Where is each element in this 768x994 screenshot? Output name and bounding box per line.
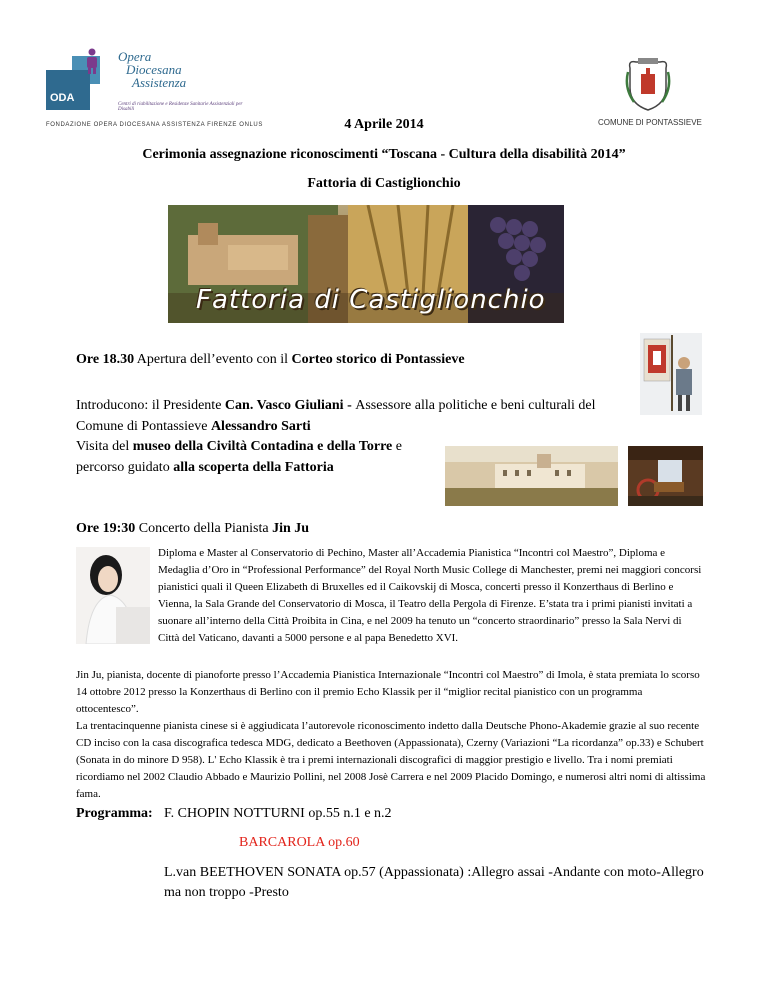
award-paragraph: Jin Ju, pianista, docente di pianoforte presso l’Accademia Pianistica Internazionale “Incontri col Maestro” di Imola, è stata premiata lo scorso 14 ottobre 2012 presso la Konzerthaus di Berlino con il premio Echo Klassik per il “miglior recital pianistico con un programma ottocentesco”. [76,669,700,715]
oda-name-line: Diocesana [126,62,182,77]
intro-president: Can. Vasco Giuliani - [224,398,356,413]
pianist-award [76,667,706,803]
visit-text: e percorso guidato [76,439,402,475]
oda-abbr: ODA [50,92,75,104]
museum-photo [628,446,703,506]
oda-name-line: Opera [118,49,152,64]
concert-text: Concerto della Pianista [135,521,273,536]
program-item: F. CHOPIN NOTTURNI op.55 n.1 e n.2 [164,806,392,821]
comune-label: COMUNE DI PONTASSIEVE [598,118,702,127]
oda-subtitle: Centri di riabilitazione e Residenze Sanitarie Assistenziali per Disabili [118,102,243,112]
program-label: Programma: [76,806,153,821]
program-item-highlight: BARCAROLA op.60 [239,835,360,850]
visit-museum: museo della Civiltà Contadina e della Torre [132,439,393,454]
event-date: 4 Aprile 2014 [344,117,424,132]
pianist-image [76,547,150,644]
banner-title: Fattoria di Castiglionchio [196,285,546,315]
museum-image [628,446,703,506]
ceremony-title: Cerimonia assegnazione riconoscimenti “Toscana - Cultura della disabilità 2014” [142,147,626,162]
pianist-bio: Diploma e Master al Conservatorio di Pechino, Master all’Accademia Pianistica “Incontri col Maestro”, Diploma e Medaglia d’Oro in “Professional Performance” del Royal North Music College di Manchester, premi nei maggiori concorsi pianistici quali il Queen Elizabeth di Bruxelles ed il Caikovskij di Mosca, concerti presso il Konzerthaus di Berlino e Vienna, la Sala Grande del Conservatorio di Mosca, il Teatro della Pergola di Firenze. E’stata tra i primi pianisti invitati a suonare all’interno della Città Proibita in Cina, e nel 2009 ha tenuto un “concerto straordinario” presso la Sala Nervi di Città del Vaticano, davanti a 5000 persone e al papa Benedetto XVI. [158,547,702,644]
pianist-photo [76,547,150,644]
opening-time: Ore 18.30 [76,352,135,367]
venue-title: Fattoria di Castiglionchio [307,176,461,191]
villa-photo [445,446,618,506]
schedule-concert [76,518,309,539]
award-paragraph: La trentacinquenne pianista cinese si è aggiudicata l’autorevole riconoscimento indetto dalla Deutsche Phono-Akademie grazie al suo recente CD inciso con la casa discografica tedesca MDG, dedicato a Beethoven (Appassionata), Czerny (Variazioni “La ricordanza” op.33) e Schubert (Sonata in do minore D 958). L' Echo Klassik è tra i premi internazionali discografici di maggior prestigio e livello. Tra i nomi premiati ricordiamo nel 2002 Claudio Abbado e Maurizio Pollini, nel 2008 Josè Carrera e nel 2009 Placido Domingo, e numerosi altri nomi di altissima fama. [76,720,706,800]
opening-text: Apertura dell’evento con il [134,352,292,367]
schedule-visit [76,436,436,478]
opening-highlight: Corteo storico di Pontassieve [291,352,465,367]
schedule-introduction [76,395,646,437]
oda-name [118,50,186,89]
villa-image [445,446,618,506]
corteo-image [640,333,702,415]
program-item: L.van BEETHOVEN SONATA op.57 (Appassionata) :Allegro assai -Andante con moto-Allegro ma non troppo -Presto [164,865,704,900]
crest-icon [624,58,672,112]
oda-foundation: FONDAZIONE OPERA DIOCESANA ASSISTENZA FIRENZE ONLUS [46,122,263,128]
fattoria-banner [168,205,564,323]
visit-text: Visita del [76,439,133,454]
concert-time: Ore 19:30 [76,521,136,536]
intro-text: Assessore alla politiche e beni culturali del Comune di Pontassieve [76,398,596,434]
pianist-name: Jin Ju [272,521,310,536]
schedule-opening [76,349,465,370]
intro-text: Introducono: il Presidente [76,398,225,413]
visit-tour: alla scoperta della Fattoria [173,460,334,475]
logo-square [46,70,90,110]
corteo-photo [640,333,702,415]
oda-name-line: Assistenza [132,75,187,90]
intro-assessore: Alessandro Sarti [210,419,311,434]
person-icon [84,48,100,74]
